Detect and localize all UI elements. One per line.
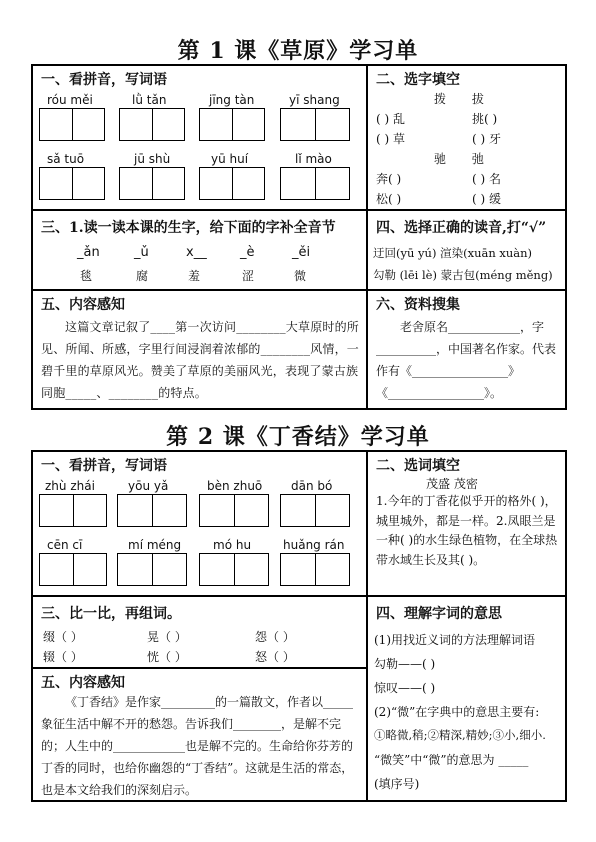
writing-grid[interactable] (117, 553, 187, 586)
writing-grid[interactable] (199, 108, 265, 141)
writing-grid[interactable] (119, 167, 185, 200)
syllable-blank[interactable]: _ǎn (77, 245, 100, 260)
writing-grid[interactable] (280, 494, 350, 527)
lesson1-title: 第 1 课《草原》学习单 (177, 38, 419, 64)
section-heading: 四、理解字词的意思 (376, 606, 502, 622)
pinyin-label: jū shù (134, 152, 171, 166)
lesson1-section-pinyin-words (33, 66, 366, 209)
writing-grid[interactable] (119, 108, 185, 141)
lesson2-title: 第 2 课《丁香结》学习单 (166, 424, 430, 450)
lesson1-section-choose-char (366, 66, 565, 209)
pronunciation-choice[interactable]: 迂回(yū yú) 渲染(xuān xuàn) (373, 246, 533, 260)
compare-blank[interactable]: 缀（ ） (43, 630, 83, 644)
word-options: 茂盛 茂密 (426, 477, 478, 491)
lesson1-section-research (366, 289, 565, 408)
writing-grid[interactable] (280, 167, 350, 200)
meaning-blank[interactable]: 惊叹——( ) (374, 681, 436, 695)
writing-grid[interactable] (39, 494, 107, 527)
pinyin-label: bèn zhuō (207, 479, 263, 493)
meaning-line: (2)“微”在字典中的意思主要有: (374, 705, 540, 719)
research-paragraph: 老舍原名____________，字__________，中国著名作家。代表作有《________________》《________________》。 (376, 320, 557, 400)
pinyin-label: yū huí (211, 152, 249, 166)
char: 腐 (136, 269, 149, 283)
char-pair: 拨 拔 (434, 92, 484, 106)
meaning-line: ①略微,稍;②精深,精妙;③小,细小. (374, 728, 546, 742)
syllable-blank[interactable]: _ěi (292, 245, 311, 260)
char: 微 (294, 269, 307, 283)
lesson1-section-pronunciation (366, 209, 565, 289)
writing-grid[interactable] (280, 553, 350, 586)
writing-grid[interactable] (280, 108, 350, 141)
syllable-blank[interactable]: _è (240, 245, 255, 260)
lesson2-worksheet (31, 450, 567, 802)
writing-grid[interactable] (39, 167, 105, 200)
content-paragraph: 《丁香结》是作家_________的一篇散文，作者以_____象征生活中解不开的愁怨。告诉我们________，是解不完的；人生中的____________也是解不完的。生命给你芬芳的丁香的同时，也给你幽怨的“丁香结”。这就是生活的常态，也是本文给我们的深刻启示。 (41, 695, 354, 797)
compare-blank[interactable]: 怒（ ） (255, 650, 295, 664)
fill-blank[interactable]: ( ) 草 (376, 132, 405, 146)
section-heading: 六、资料搜集 (376, 297, 460, 313)
pinyin-label: zhù zhái (45, 479, 95, 493)
syllable-blank[interactable]: _ǔ (134, 245, 149, 260)
lesson1-worksheet (31, 64, 567, 410)
char: 涩 (242, 269, 255, 283)
section-heading: 四、选择正确的读音,打“√” (376, 220, 547, 236)
meaning-blank[interactable]: “微笑”中“微”的意思为 _____ (374, 753, 529, 767)
syllable-blank[interactable]: x__ (186, 245, 207, 260)
lesson2-section-choose-word (366, 452, 565, 595)
compare-blank[interactable]: 怨（ ） (255, 630, 295, 644)
meaning-blank[interactable]: 勾勒——( ) (374, 657, 436, 671)
pinyin-label: sǎ tuō (47, 152, 85, 166)
pinyin-label: lǜ tǎn (132, 93, 167, 107)
section-heading: 五、内容感知 (41, 297, 125, 313)
compare-blank[interactable]: 辍（ ） (43, 650, 83, 664)
section-heading: 一、看拼音，写词语 (41, 72, 167, 88)
section-heading: 一、看拼音，写词语 (41, 458, 167, 474)
writing-grid[interactable] (199, 167, 265, 200)
lesson1-section-syllables (33, 209, 366, 289)
pinyin-label: róu měi (47, 93, 93, 107)
section-heading: 二、选词填空 (376, 458, 460, 474)
char: 毯 (80, 269, 93, 283)
writing-grid[interactable] (199, 494, 269, 527)
pinyin-label: lǐ mào (295, 152, 332, 166)
pinyin-label: mó hu (213, 538, 252, 552)
fill-blank[interactable]: 挑( ) (472, 112, 498, 126)
char-pair: 驰 弛 (434, 152, 484, 166)
choose-word-paragraph: 1.今年的丁香花似乎开的格外( )，城里城外，都是一样。2.凤眼兰是一种( )的水生绿色植物，在全球热带水域生长及其( )。 (376, 494, 558, 567)
pinyin-label: huǎng rán (283, 538, 345, 552)
section-heading: 三、比一比，再组词。 (41, 606, 181, 622)
lesson2-section-pinyin-words (33, 452, 366, 595)
section-heading: 二、选字填空 (376, 72, 460, 88)
fill-blank[interactable]: 奔( ) (376, 172, 402, 186)
meaning-line: (填序号) (374, 777, 420, 791)
lesson2-section-content (33, 667, 366, 800)
fill-blank[interactable]: ( ) 乱 (376, 112, 405, 126)
char: 羞 (188, 269, 201, 283)
writing-grid[interactable] (39, 108, 105, 141)
fill-blank[interactable]: 松( ) (376, 192, 402, 206)
writing-grid[interactable] (39, 553, 107, 586)
section-heading: 五、内容感知 (41, 675, 125, 691)
pinyin-label: jīng tàn (209, 93, 255, 107)
pinyin-label: dān bó (291, 479, 333, 493)
writing-grid[interactable] (117, 494, 187, 527)
pinyin-label: mí méng (128, 538, 182, 552)
compare-blank[interactable]: 恍（ ） (147, 650, 187, 664)
meaning-line: (1)用找近义词的方法理解词语 (374, 633, 535, 647)
fill-blank[interactable]: ( ) 名 (472, 172, 501, 186)
fill-blank[interactable]: ( ) 牙 (472, 132, 501, 146)
compare-blank[interactable]: 晃（ ） (147, 630, 187, 644)
lesson2-section-compare (33, 595, 366, 667)
pinyin-label: yī shang (289, 93, 340, 107)
lesson2-section-meaning (366, 595, 565, 800)
fill-blank[interactable]: ( ) 缓 (472, 192, 501, 206)
pronunciation-choice[interactable]: 勾勒 (lēi lè) 蒙古包(méng měng) (373, 268, 553, 282)
pinyin-label: cēn cī (47, 538, 83, 552)
writing-grid[interactable] (199, 553, 269, 586)
section-heading: 三、1.读一读本课的生字，给下面的字补全音节 (41, 220, 336, 236)
pinyin-label: yōu yǎ (128, 479, 169, 493)
lesson1-section-content (33, 289, 366, 408)
content-paragraph: 这篇文章记叙了____第一次访问________大草原时的所见、所闻、所感，字里行间浸润着浓郁的________风情，一碧千里的草原风光。赞美了草原的美丽风光，表现了蒙古族同胞_____、________的特点。 (41, 320, 360, 400)
